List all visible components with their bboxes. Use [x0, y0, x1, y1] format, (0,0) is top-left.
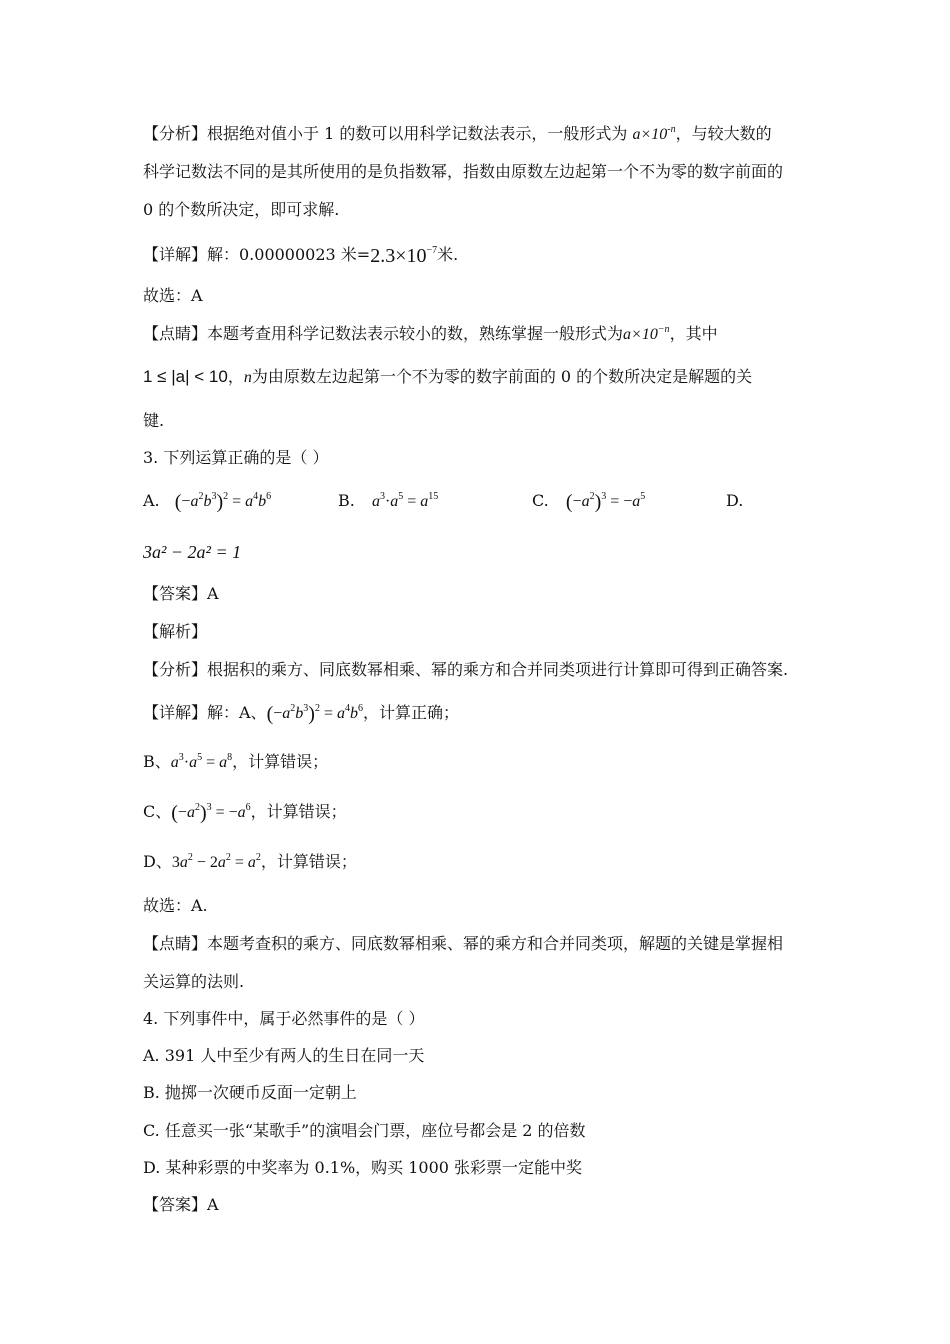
detail-3-b: B、$a^3\cdot a^5 = a^8$，计算错误；: [143, 752, 329, 771]
q4-option-b: B. 抛掷一次硬币反面一定朝上: [143, 1083, 357, 1102]
q4-option-a: A. 391 人中至少有两人的生日在同一天: [143, 1046, 425, 1065]
q3-option-a: A. $(-a^2b^3)^2 = a^4b^6$: [143, 491, 272, 513]
detail-line: 【详解】解：0.00000023 米$=2.3\times 10^{-7}$米.: [143, 245, 459, 267]
comment-line-1: 【点睛】本题考查用科学记数法表示较小的数，熟练掌握一般形式为$a\times 10^{-n}$，其中: [143, 324, 718, 343]
question-4: 4. 下列事件中，属于必然事件的是（ ）: [143, 1009, 425, 1028]
q3-option-c: C. $(-a^2)^3 = -a^5$: [532, 491, 646, 513]
choice-3: 故选：A.: [143, 896, 208, 915]
math-expression: $(-a^2)^3 = -a^6$: [171, 802, 251, 824]
solution-3-heading: 【解析】: [143, 622, 208, 641]
question-3: 3. 下列运算正确的是（ ）: [143, 448, 329, 467]
comment-3-line-1: 【点睛】本题考查积的乘方、同底数幂相乘、幂的乘方和合并同类项，解题的关键是掌握相: [143, 934, 784, 953]
analysis-line-2: 科学记数法不同的是其所使用的是负指数幂，指数由原数左边起第一个不为零的数字前面的: [143, 162, 784, 181]
answer-4: 【答案】A: [143, 1195, 219, 1214]
math-inequality: 1 ≤ |a| < 10: [143, 367, 228, 386]
detail-3-a: 【详解】解：A、$(-a^2b^3)^2 = a^4b^6$，计算正确；: [143, 703, 459, 725]
comment-3-line-2: 关运算的法则.: [143, 972, 245, 991]
q3-option-b: B. $a^3\cdot a^5 = a^{15}$: [338, 491, 439, 510]
math-expression: $a^3\cdot a^5 = a^8$: [170, 752, 233, 771]
analysis-line-1: 【分析】根据绝对值小于 1 的数可以用科学记数法表示，一般形式为 $a\times 10^{-n}$，与较大数的: [143, 124, 772, 143]
math-expression: $(-a^2b^3)^2 = a^4b^6$: [266, 703, 363, 725]
choice-line: 故选：A: [143, 286, 203, 305]
analysis-line-3: 0 的个数所决定，即可求解.: [143, 200, 340, 219]
math-expression: $(-a^2)^3 = -a^5$: [565, 491, 646, 513]
math-expression: 2.3×10: [370, 245, 427, 267]
q4-option-d: D. 某种彩票的中奖率为 0.1%，购买 1000 张彩票一定能中奖: [143, 1158, 583, 1177]
q3-option-d: D.: [726, 491, 744, 510]
answer-3: 【答案】A: [143, 584, 219, 603]
q3-option-d-expression: 3a² − 2a² = 1: [143, 542, 242, 562]
q4-option-c: C. 任意买一张“某歌手”的演唱会门票，座位号都会是 2 的倍数: [143, 1121, 586, 1140]
math-expression: $(-a^2b^3)^2 = a^4b^6$: [174, 491, 272, 513]
math-expression: $3a^2 - 2a^2 = a^2$: [171, 852, 261, 871]
math-expression: a×10: [632, 126, 668, 143]
comment-line-2: 1 ≤ |a| < 10，n为由原数左边起第一个不为零的数字前面的 0 的个数所决定是解题的关: [143, 367, 753, 386]
detail-3-c: C、$(-a^2)^3 = -a^6$，计算错误；: [143, 802, 347, 824]
math-expression: $a^3\cdot a^5 = a^{15}$: [371, 491, 439, 510]
comment-line-3: 键.: [143, 411, 165, 430]
analysis-3: 【分析】根据积的乘方、同底数幂相乘、幂的乘方和合并同类项进行计算即可得到正确答案.: [143, 660, 789, 679]
detail-3-d: D、$3a^2 - 2a^2 = a^2$，计算错误；: [143, 852, 357, 871]
math-expression: a×10: [623, 326, 658, 343]
